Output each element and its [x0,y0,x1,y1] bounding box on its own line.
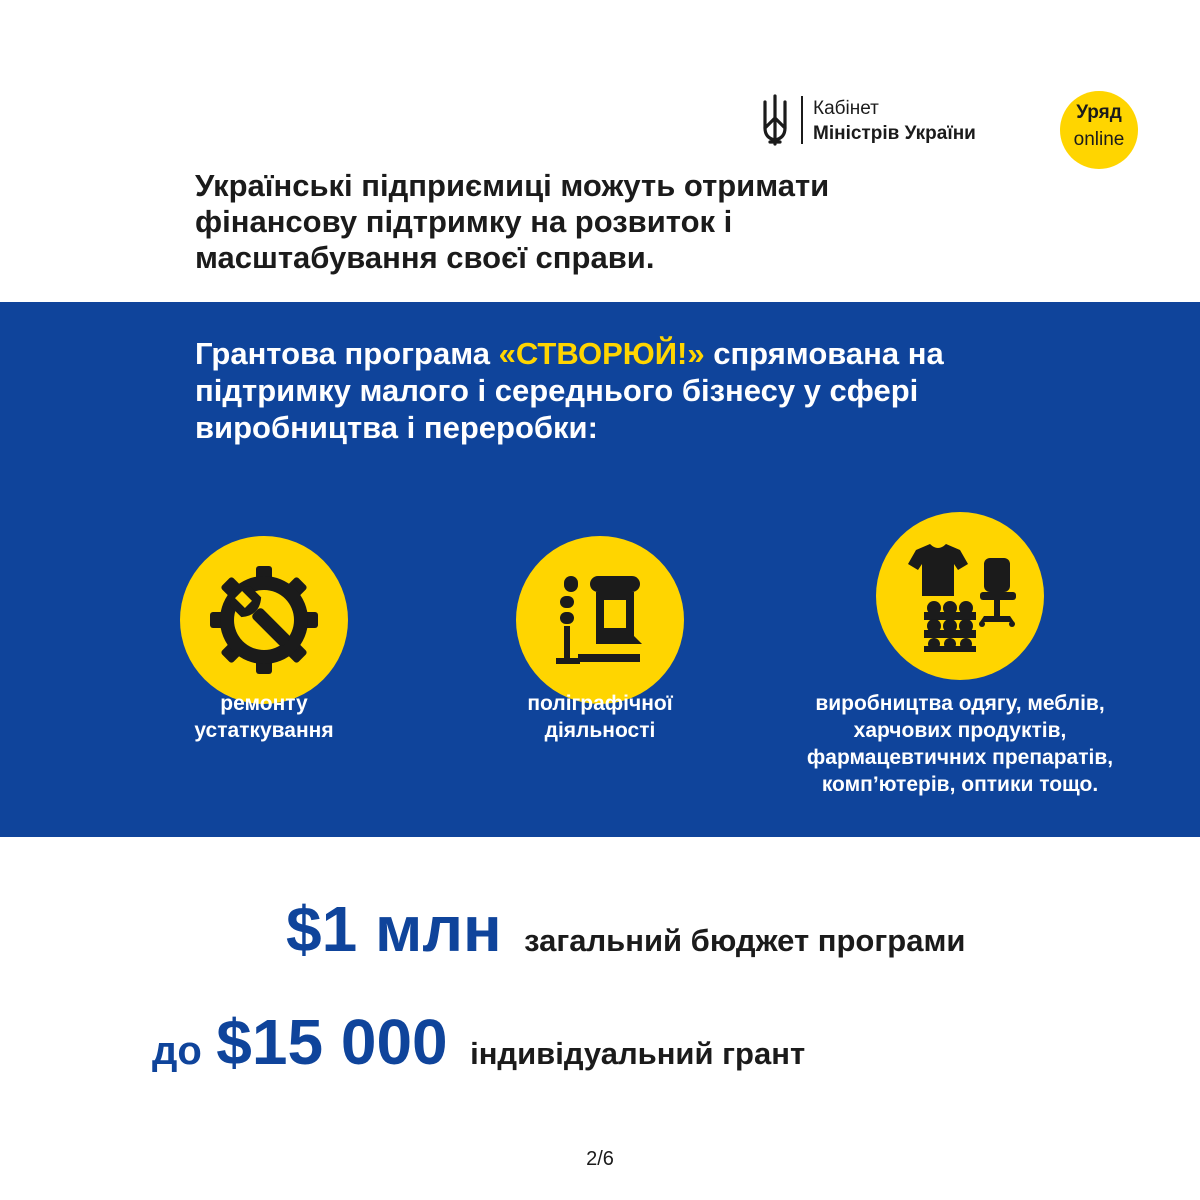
stat-prefix: до [152,1029,202,1073]
org-name-line1: Кабінет [813,98,879,119]
badge-bottom-text: online [1073,129,1125,150]
program-prefix: Грантова програма [195,336,499,371]
gear-wrench-icon [180,536,348,704]
stat-value: $15 000 [216,1006,448,1078]
trident-icon [760,94,790,146]
category-label-manufacturing [760,690,1160,798]
category-label-printing [476,690,724,744]
badge-top-text: Уряд [1076,102,1122,123]
program-description [195,335,1035,446]
stat-total-budget [286,892,965,966]
category-label-line: устаткування [194,719,334,742]
stat-value: $1 млн [286,893,502,965]
printing-press-icon [516,536,684,704]
category-label-line: харчових продуктів, [853,719,1067,742]
stat-individual-grant [152,1005,805,1079]
category-label-line: виробництва одягу, меблів, [815,692,1105,715]
category-label-line: комп’ютерів, оптики тощо. [821,773,1099,796]
clothing-furniture-food-icon [876,512,1044,680]
page-indicator: 2/6 [586,1148,614,1170]
org-name-line2: Міністрів України [813,123,976,144]
logo-divider [801,96,803,144]
uryad-online-badge [1060,91,1138,169]
category-label-repair [140,690,388,744]
category-label-line: поліграфічної [527,692,673,715]
program-text: спрямована на підтримку малого і середнього бізнесу у сфері виробництва і переробки: [195,336,944,445]
stat-description: загальний бюджет програми [524,923,966,958]
stat-description: індивідуальний грант [470,1036,806,1071]
category-label-line: фармацевтичних препаратів, [806,746,1114,769]
category-label-line: діяльності [544,719,656,742]
intro-heading: Українські підприємиці можуть отримати фінансову підтримку на розвиток і масштабування своєї справи. [195,168,830,275]
category-label-line: ремонту [220,692,308,715]
program-name: «СТВОРЮЙ!» [498,336,705,371]
